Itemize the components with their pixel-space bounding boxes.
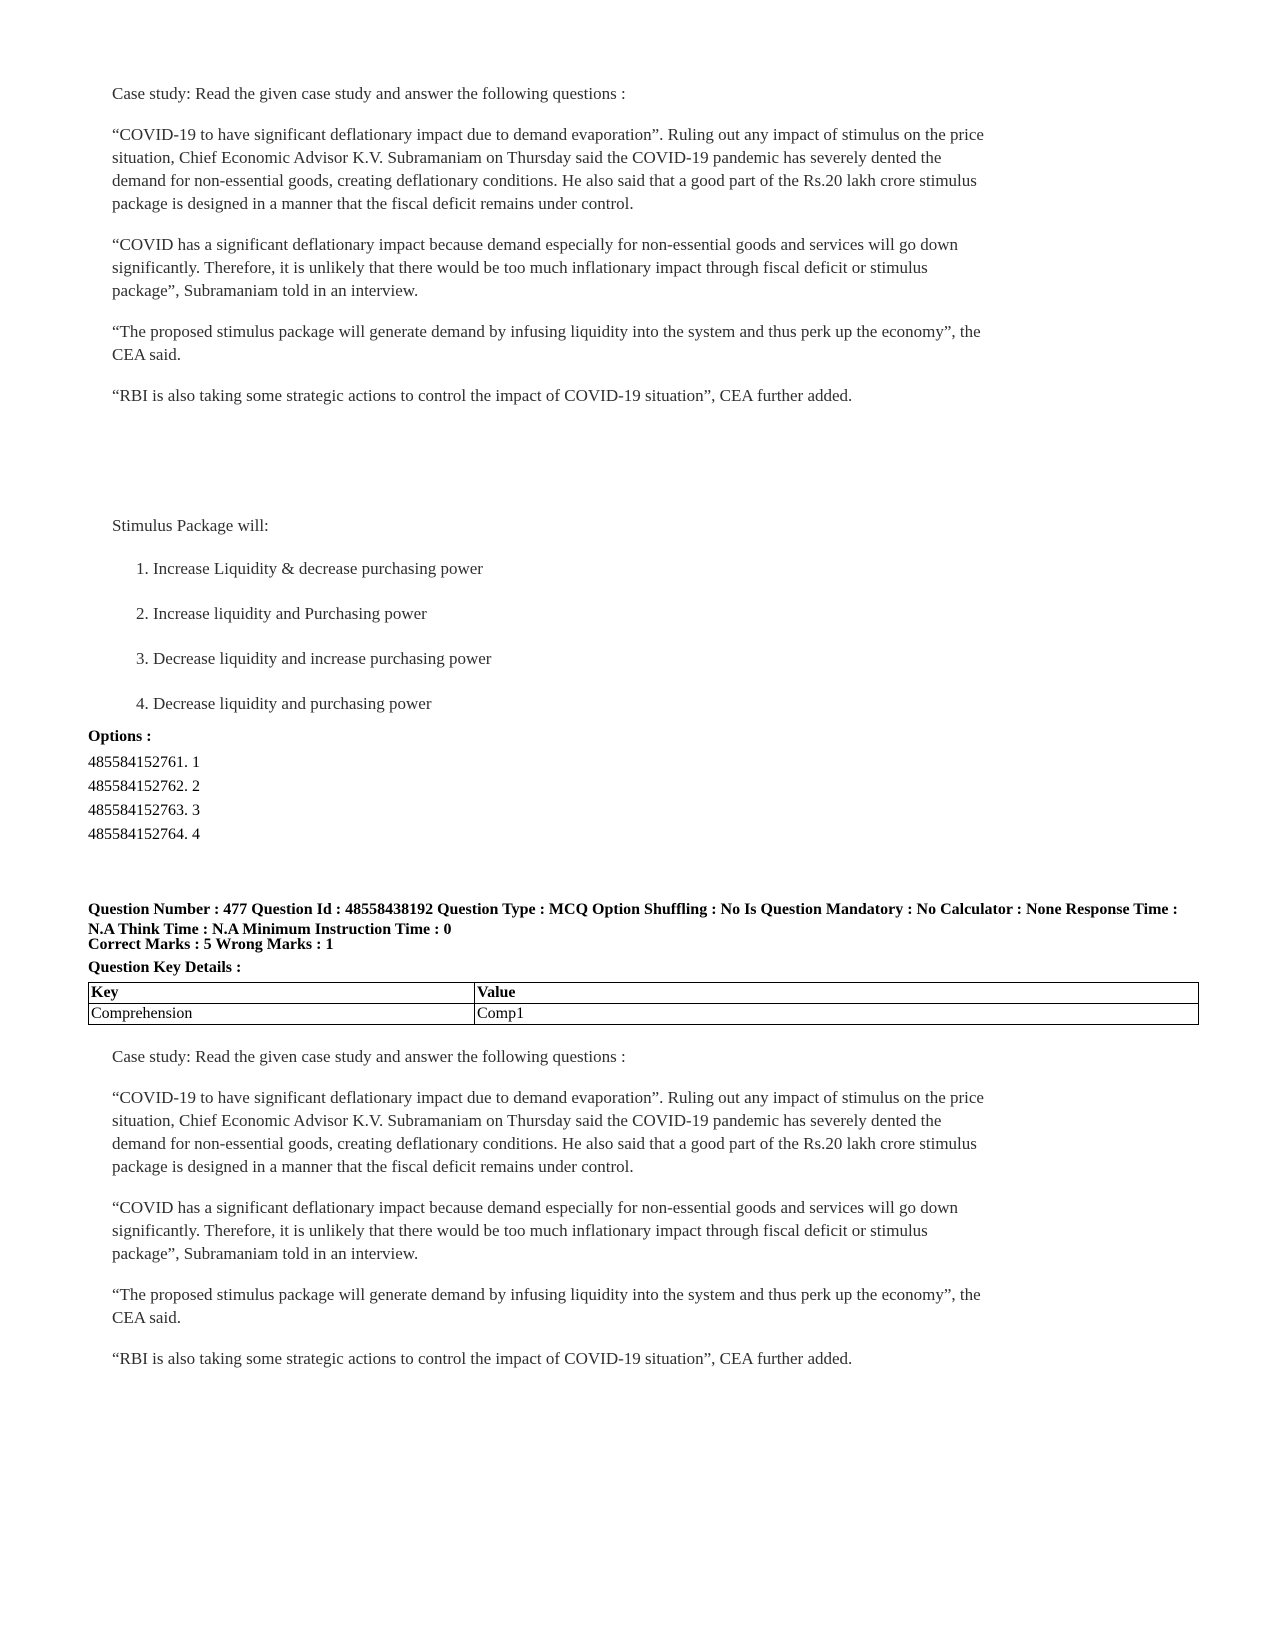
options-list bbox=[88, 751, 200, 847]
case-study-heading: Case study: Read the given case study and answer the following questions : bbox=[112, 84, 626, 103]
case-study-paragraph: “The proposed stimulus package will generate demand by infusing liquidity into the system and thus perk up the economy”, the CEA said. bbox=[112, 1285, 981, 1327]
option-item: 485584152763. 3 bbox=[88, 802, 200, 819]
question-metadata bbox=[88, 900, 1198, 940]
table-cell-key: Comprehension bbox=[89, 1004, 475, 1025]
option-item: 485584152762. 2 bbox=[88, 778, 200, 795]
case-study-paragraph: “The proposed stimulus package will generate demand by infusing liquidity into the system and thus perk up the economy”, the CEA said. bbox=[112, 322, 981, 364]
question-stem: Stimulus Package will: bbox=[112, 516, 269, 535]
table-row bbox=[89, 1004, 1199, 1025]
table-header-key: Key bbox=[89, 983, 475, 1004]
option-item: 485584152764. 4 bbox=[88, 826, 200, 843]
option-item: 485584152761. 1 bbox=[88, 754, 200, 771]
table-header-value: Value bbox=[475, 983, 1199, 1004]
options-label: Options : bbox=[88, 728, 152, 745]
case-study-paragraph: “COVID has a significant deflationary impact because demand especially for non-essential goods and services will go down significantly. Therefore, it is unlikely that there would be too much inflationary impact through fiscal deficit or stimulus package”, Subramaniam told in an interview. bbox=[112, 235, 958, 300]
table-cell-value: Comp1 bbox=[475, 1004, 1199, 1025]
key-details-table bbox=[88, 982, 1199, 1025]
answer-choice: 4. Decrease liquidity and purchasing power bbox=[136, 694, 432, 713]
answer-choice: 3. Decrease liquidity and increase purchasing power bbox=[136, 649, 492, 668]
answer-choice: 2. Increase liquidity and Purchasing power bbox=[136, 604, 427, 623]
question-info-line: Question Number : 477 Question Id : 48558438192 Question Type : MCQ Option Shuffling : No Is Question Mandatory : No Calculator : None Response Time : N.A Think Time : N.A Minimum Instruction Time : 0 bbox=[88, 901, 1178, 938]
case-study-heading: Case study: Read the given case study and answer the following questions : bbox=[112, 1047, 626, 1066]
case-study-bottom bbox=[112, 1045, 992, 1370]
case-study-paragraph: “COVID-19 to have significant deflationary impact due to demand evaporation”. Ruling out any impact of stimulus on the price situation, Chief Economic Advisor K.V. Subramaniam on Thursday said the COVID-19 pandemic has severely dented the demand for non-essential goods, creating deflationary conditions. He also said that a good part of the Rs.20 lakh crore stimulus package is designed in a manner that the fiscal deficit remains under control. bbox=[112, 1088, 984, 1176]
key-details-label: Question Key Details : bbox=[88, 959, 242, 976]
answer-choice-list bbox=[136, 557, 491, 737]
answer-choice: 1. Increase Liquidity & decrease purchasing power bbox=[136, 559, 483, 578]
case-study-top bbox=[112, 82, 992, 407]
marks-line: Correct Marks : 5 Wrong Marks : 1 bbox=[88, 936, 334, 953]
case-study-paragraph: “COVID-19 to have significant deflationary impact due to demand evaporation”. Ruling out any impact of stimulus on the price situation, Chief Economic Advisor K.V. Subramaniam on Thursday said the COVID-19 pandemic has severely dented the demand for non-essential goods, creating deflationary conditions. He also said that a good part of the Rs.20 lakh crore stimulus package is designed in a manner that the fiscal deficit remains under control. bbox=[112, 125, 984, 213]
case-study-paragraph: “COVID has a significant deflationary impact because demand especially for non-essential goods and services will go down significantly. Therefore, it is unlikely that there would be too much inflationary impact through fiscal deficit or stimulus package”, Subramaniam told in an interview. bbox=[112, 1198, 958, 1263]
case-study-paragraph: “RBI is also taking some strategic actions to control the impact of COVID-19 situation”, CEA further added. bbox=[112, 1349, 853, 1368]
case-study-paragraph: “RBI is also taking some strategic actions to control the impact of COVID-19 situation”, CEA further added. bbox=[112, 386, 853, 405]
table-header-row bbox=[89, 983, 1199, 1004]
